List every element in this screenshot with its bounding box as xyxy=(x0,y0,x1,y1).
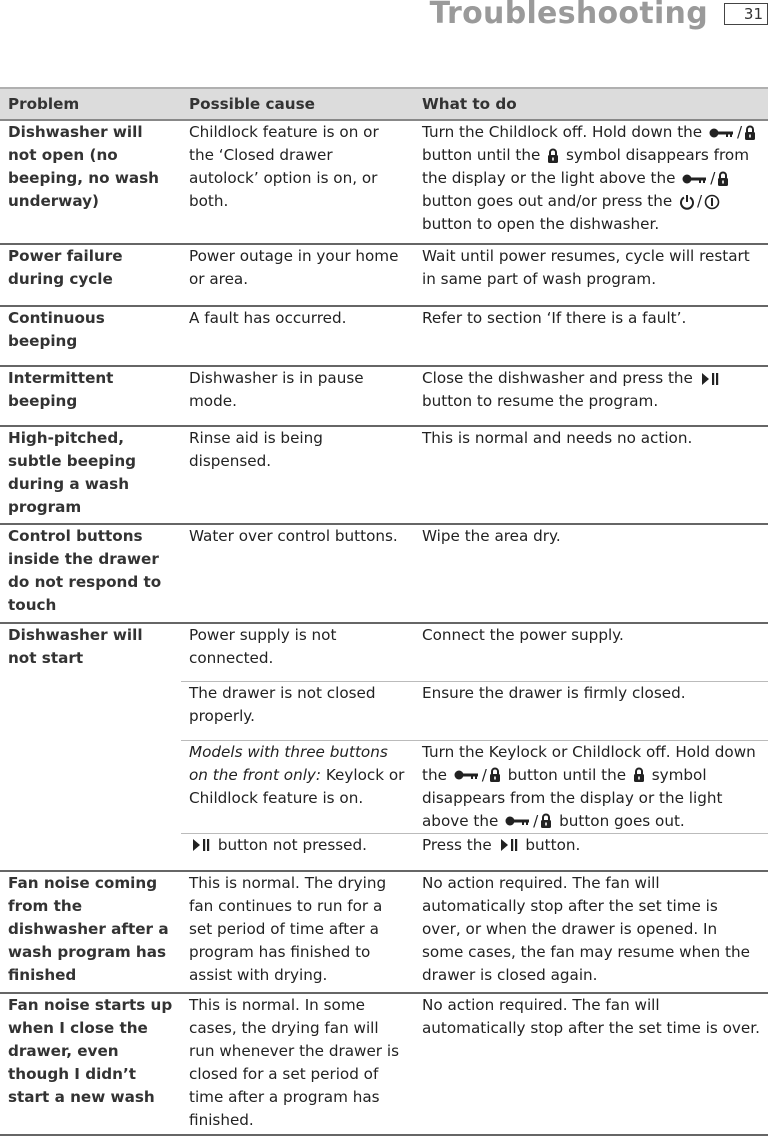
key-icon xyxy=(682,173,708,185)
key-icon xyxy=(709,127,735,139)
cause-cell: Rinse aid is being dispensed. xyxy=(181,426,414,524)
table-row xyxy=(0,993,768,1135)
cause-cell xyxy=(181,833,414,871)
cause-cell: Power supply is not connected. xyxy=(181,623,414,681)
cause-cell: The drawer is not closed properly. xyxy=(181,681,414,740)
action-text: Turn the Childlock off. Hold down the xyxy=(422,123,703,141)
problem-cell: Control buttons inside the drawer do not respond to touch xyxy=(0,524,181,623)
problem-cell: Dishwasher will not open (no beeping, no wash underway) xyxy=(0,120,181,244)
power-icon xyxy=(679,194,695,210)
action-cell: No action required. The fan will automatically stop after the set time is over. xyxy=(414,993,768,1135)
table-row xyxy=(0,366,768,426)
table-row xyxy=(0,120,768,244)
info-icon xyxy=(704,194,720,210)
cause-note: Models with three buttons on the front only: xyxy=(189,742,388,784)
problem-cell: Dishwasher will not start xyxy=(0,623,181,871)
table-row xyxy=(0,426,768,524)
cause-cell: Water over control buttons. xyxy=(181,524,414,623)
key-icon xyxy=(454,769,480,781)
action-text: button until the xyxy=(507,765,627,784)
lock-icon xyxy=(547,148,559,164)
key-icon xyxy=(505,815,531,827)
cause-cell: Dishwasher is in pause mode. xyxy=(181,366,414,426)
action-text: symbol disappears from the display or the light above the xyxy=(422,765,723,830)
action-cell: Connect the power supply. xyxy=(414,623,768,681)
table-row xyxy=(0,623,768,681)
action-cell: No action required. The fan will automatically stop after the set time is over, or when the drawer is opened. In some cases, the fan may resume when the drawer is closed again. xyxy=(414,871,768,993)
problem-cell: Intermittent beeping xyxy=(0,366,181,426)
problem-cell: Fan noise coming from the dishwasher after a wash program has finished xyxy=(0,871,181,993)
lock-icon xyxy=(489,767,501,783)
action-cell: Wait until power resumes, cycle will restart in same part of wash program. xyxy=(414,244,768,306)
table-row xyxy=(0,524,768,623)
action-text: button until the xyxy=(422,146,541,164)
action-text: Turn the Keylock or Childlock off. Hold down the xyxy=(422,742,756,784)
action-text: Press the xyxy=(422,835,492,854)
action-text: symbol disappears from the display or the light above the xyxy=(422,146,749,187)
cause-cell: This is normal. In some cases, the drying fan will run whenever the drawer is closed for a set period of time after a program has finished. xyxy=(181,993,414,1135)
cause-cell xyxy=(181,740,414,833)
action-cell: Ensure the drawer is firmly closed. xyxy=(414,681,768,740)
action-text: Close the dishwasher and press the xyxy=(422,369,693,387)
play-pause-icon xyxy=(191,838,211,852)
problem-cell: Power failure during cycle xyxy=(0,244,181,306)
problem-cell: Continuous beeping xyxy=(0,306,181,366)
cause-cell: This is normal. The drying fan continues to run for a set period of time after a program has finished to assist with drying. xyxy=(181,871,414,993)
action-text: button goes out. xyxy=(559,811,685,830)
action-cell: Refer to section ‘If there is a fault’. xyxy=(414,306,768,366)
action-cell: Turn the Keylock or Childlock off. Hold down the / button until the symbol disappears from the display or the light above the / button goes out. xyxy=(414,740,768,833)
play-pause-icon xyxy=(700,372,720,386)
cause-cell: A fault has occurred. xyxy=(181,306,414,366)
table-row xyxy=(0,244,768,306)
problem-cell: Fan noise starts up when I close the drawer, even though I didn’t start a new wash xyxy=(0,993,181,1135)
lock-icon xyxy=(633,767,645,783)
page-title: Troubleshooting xyxy=(429,0,708,31)
action-cell: Turn the Childlock off. Hold down the / button until the symbol disappears from the display or the light above the / button goes out and/or press the / button to open the dishwasher. xyxy=(414,120,768,244)
action-text: button. xyxy=(525,835,581,854)
cause-cell: Childlock feature is on or the ‘Closed drawer autolock’ option is on, or both. xyxy=(181,120,414,244)
header-problem: Problem xyxy=(0,88,181,120)
table-header xyxy=(0,88,768,120)
action-cell: Wipe the area dry. xyxy=(414,524,768,623)
cause-text: Keylock or Childlock feature is on. xyxy=(189,765,405,807)
header-action: What to do xyxy=(414,88,768,120)
action-text: button goes out and/or press the xyxy=(422,192,673,210)
action-text: button to open the dishwasher. xyxy=(422,215,660,233)
action-text: button to resume the program. xyxy=(422,392,659,410)
troubleshooting-table xyxy=(0,87,768,1136)
cause-cell: Power outage in your home or area. xyxy=(181,244,414,306)
cause-text: button not pressed. xyxy=(217,835,367,854)
play-pause-icon xyxy=(499,838,519,852)
action-cell: This is normal and needs no action. xyxy=(414,426,768,524)
lock-icon xyxy=(717,171,729,187)
lock-icon xyxy=(744,125,756,141)
table-row xyxy=(0,306,768,366)
action-cell xyxy=(414,366,768,426)
table-row xyxy=(0,871,768,993)
lock-icon xyxy=(540,813,552,829)
problem-cell: High-pitched, subtle beeping during a wash program xyxy=(0,426,181,524)
header-cause: Possible cause xyxy=(181,88,414,120)
action-cell xyxy=(414,833,768,871)
page-number: 31 xyxy=(724,3,768,25)
